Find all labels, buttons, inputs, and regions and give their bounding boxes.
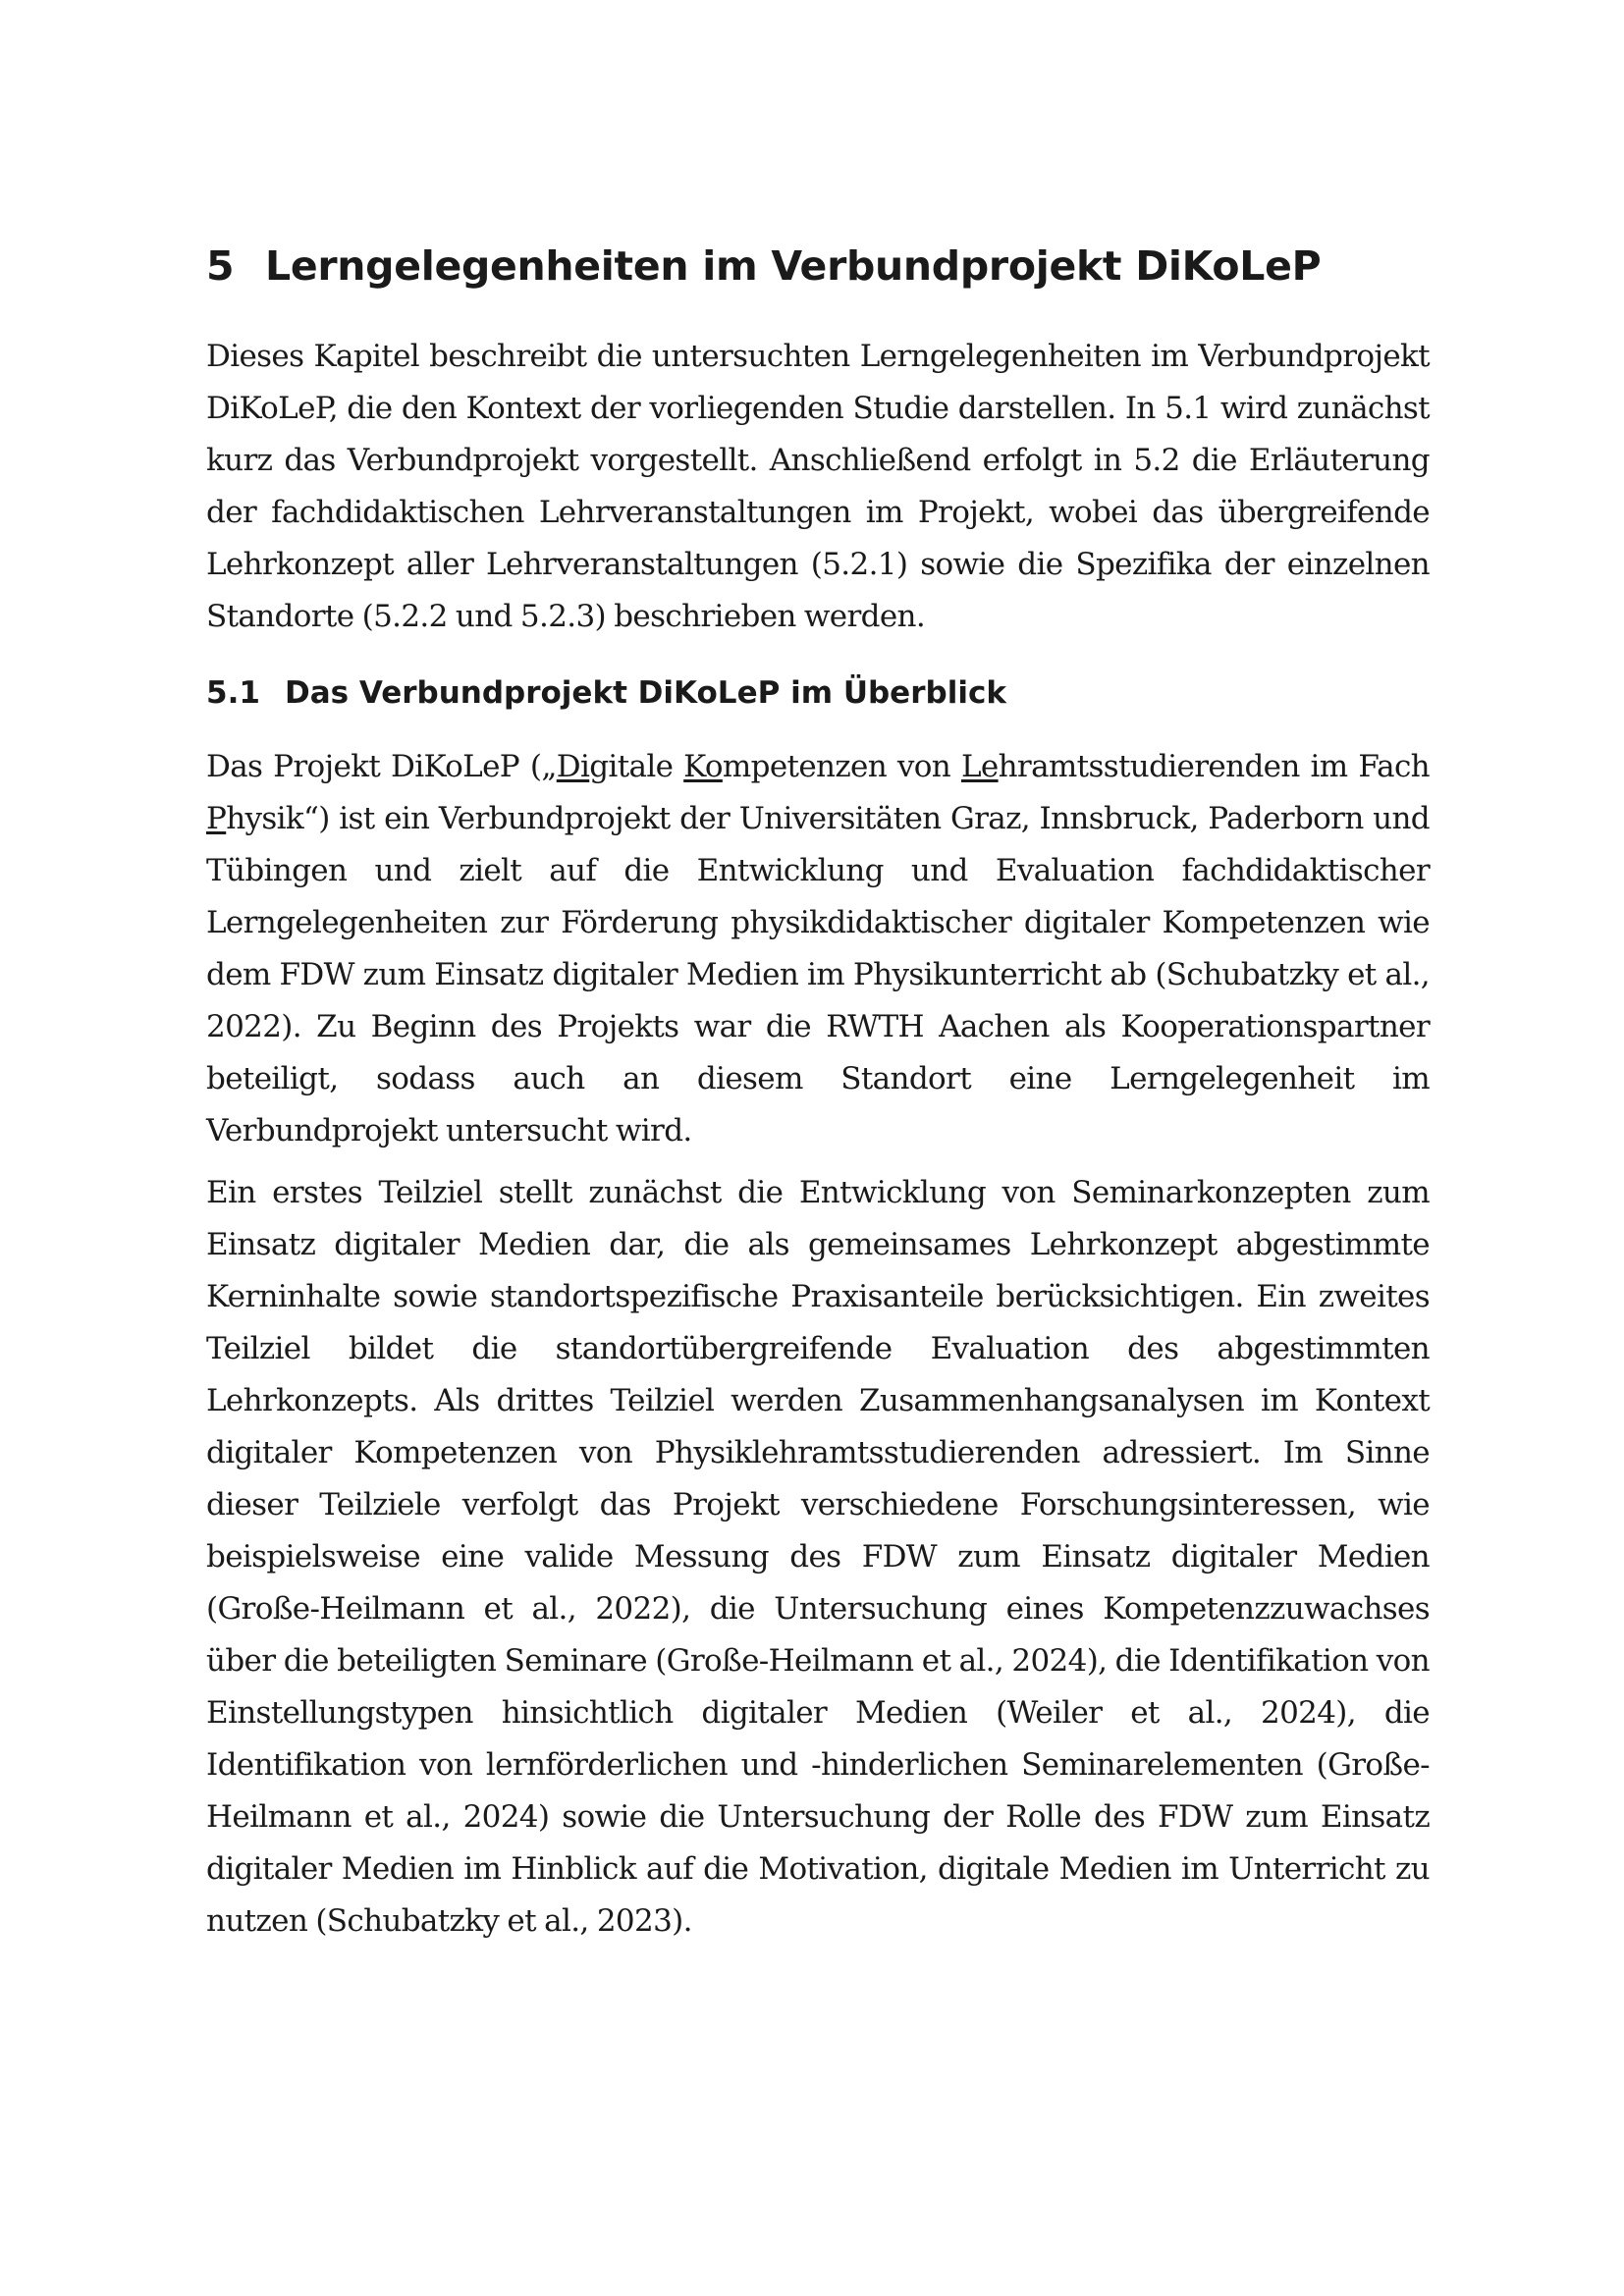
section-heading	[206, 673, 1430, 713]
text-run: hysik“) ist ein Verbundprojekt der Universitäten Graz, Innsbruck, Paderborn und Tübingen und zielt auf die Entwicklung und Evaluation fachdidaktischer Lerngelegenheiten zur Förderung physikdidaktischer digitaler Kompetenzen wie dem FDW zum Einsatz digitaler Medien im Physikunterricht ab (Schubatzky et al., 2022). Zu Beginn des Projekts war die RWTH Aachen als Kooperationspartner beteiligt, sodass auch an diesem Standort eine Lerngelegenheit im Verbundprojekt untersucht wird.	[206, 801, 1430, 1148]
project-goals-paragraph: Ein erstes Teilziel stellt zunächst die Entwicklung von Seminarkonzepten zum Einsatz digitaler Medien dar, die als gemeinsames Lehrkonzept abgestimmte Kerninhalte sowie standortspezifische Praxisanteile berücksichtigen. Ein zweites Teilziel bildet die standortübergreifende Evaluation des abgestimmten Lehrkonzepts. Als drittes Teilziel werden Zusammenhangsanalysen im Kontext digitaler Kompetenzen von Physiklehramtsstudierenden adressiert. Im Sinne dieser Teilziele verfolgt das Projekt verschiedene Forschungsinteressen, wie beispielsweise eine valide Messung des FDW zum Einsatz digitaler Medien (Große-Heilmann et al., 2022), die Untersuchung eines Kompetenzzuwachses über die beteiligten Seminare (Große-Heilmann et al., 2024), die Identifikation von Einstellungstypen hinsichtlich digitaler Medien (Weiler et al., 2024), die Identifikation von lernförderlichen und -hinderlichen Seminarelementen (Große-Heilmann et al., 2024) sowie die Untersuchung der Rolle des FDW zum Einsatz digitaler Medien im Hinblick auf die Motivation, digitale Medien im Unterricht zu nutzen (Schubatzky et al., 2023).	[206, 1175, 1430, 1939]
text-run: hramtsstudierenden im Fach	[998, 749, 1430, 784]
text-run: gitale	[589, 749, 684, 784]
chapter-heading	[206, 240, 1430, 292]
underlined-letters: Ko	[683, 749, 723, 784]
chapter-title: Lerngelegenheiten im Verbundprojekt DiKoLeP	[265, 242, 1322, 290]
document-page	[206, 240, 1430, 1948]
underlined-letters: Di	[556, 749, 590, 784]
text-run: Das Projekt DiKoLeP („	[206, 749, 557, 784]
underlined-letters: P	[206, 801, 227, 836]
underlined-letters: Le	[960, 749, 999, 784]
project-overview-paragraph	[206, 741, 1430, 1157]
section-number: 5.1	[206, 675, 260, 711]
chapter-number: 5	[206, 242, 235, 290]
intro-paragraph: Dieses Kapitel beschreibt die untersuchten Lerngelegenheiten im Verbundprojekt DiKoLeP, die den Kontext der vorliegenden Studie darstellen. In 5.1 wird zunächst kurz das Verbundprojekt vorgestellt. Anschließend erfolgt in 5.2 die Erläuterung der fachdidaktischen Lehrveranstaltungen im Projekt, wobei das übergreifende Lehrkonzept aller Lehrveranstaltungen (5.2.1) sowie die Spezifika der einzelnen Standorte (5.2.2 und 5.2.3) beschrieben werden.	[206, 339, 1430, 634]
section-title: Das Verbundprojekt DiKoLeP im Überblick	[285, 675, 1006, 711]
text-run: mpetenzen von	[722, 749, 961, 784]
